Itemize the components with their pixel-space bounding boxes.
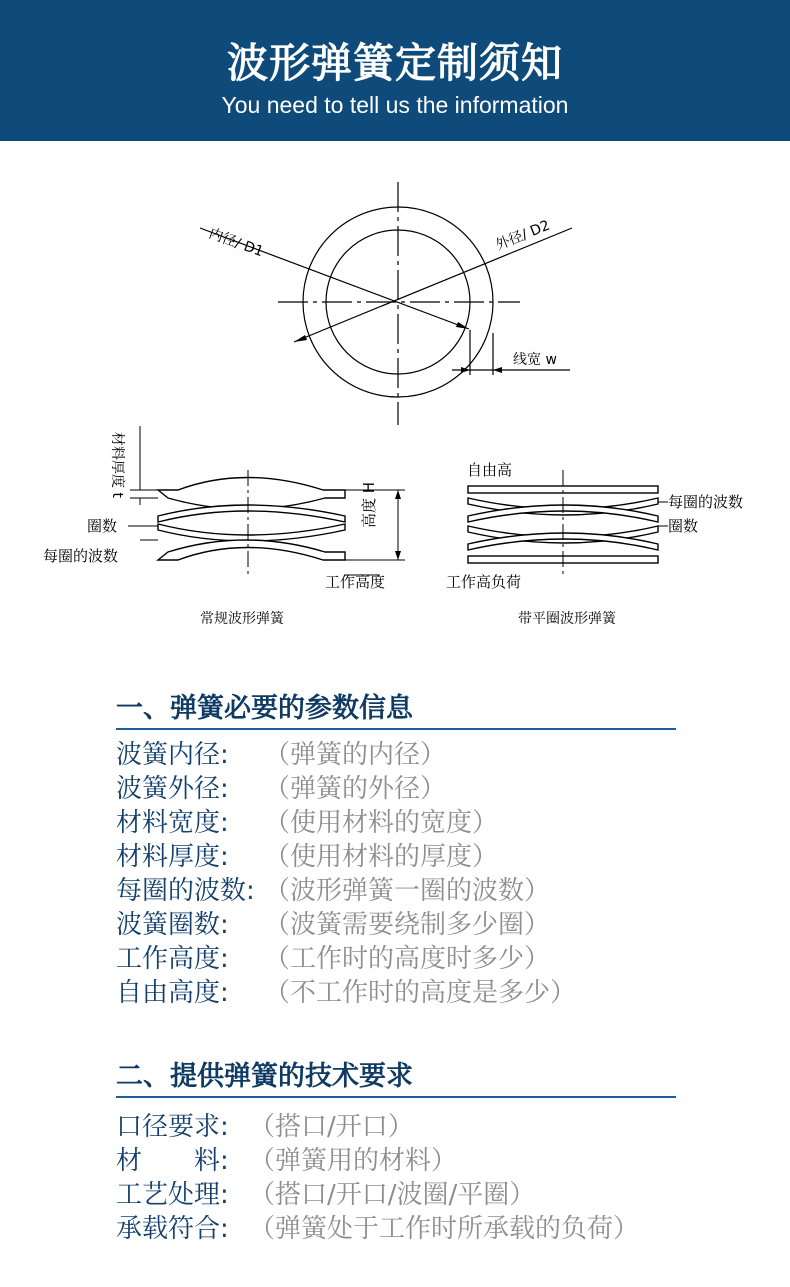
free-height-label: 自由高: [467, 461, 513, 479]
param-value: （波簧需要绕制多少圈）: [264, 910, 551, 940]
param-value: （工作时的高度时多少）: [264, 944, 551, 974]
param-label: 自由高度:: [116, 978, 229, 1008]
param-value: （波形弹簧一圈的波数）: [264, 876, 551, 906]
param-label: 每圈的波数:: [116, 876, 255, 906]
req-value: （弹簧处于工作时所承载的负荷）: [249, 1214, 640, 1244]
req-value: （搭口/开口）: [249, 1112, 414, 1142]
regular-waves-label: 每圈的波数: [43, 547, 119, 565]
flat-coils-label: 圈数: [668, 517, 699, 535]
param-label: 波簧内径:: [116, 740, 229, 770]
flat-waves-label: 每圈的波数: [668, 493, 744, 511]
spring-diagram: [0, 141, 790, 661]
param-label: 工作高度:: [116, 944, 229, 974]
param-label: 材料厚度:: [116, 842, 229, 872]
header-banner: [0, 0, 790, 141]
working-load-label: 工作高负荷: [446, 573, 522, 591]
thickness-label: 材料厚度 t: [109, 432, 125, 498]
param-value: （弹簧的内径）: [264, 740, 447, 770]
outer-diameter-label: 外径/ D2: [493, 217, 553, 254]
section2-title: 二、提供弹簧的技术要求: [116, 1061, 413, 1092]
page-title: 波形弹簧定制须知: [227, 39, 563, 87]
param-label: 波簧圈数:: [116, 910, 229, 940]
height-label: 高度 H: [360, 481, 378, 528]
req-label: 材 料:: [116, 1146, 229, 1176]
req-label: 工艺处理:: [116, 1180, 229, 1210]
inner-diameter-label: 内径/ D1: [206, 225, 266, 261]
param-label: 材料宽度:: [116, 808, 229, 838]
working-height-label: 工作高度: [325, 573, 386, 591]
req-value: （搭口/开口/波圈/平圈）: [249, 1180, 536, 1210]
regular-caption: 常规波形弹簧: [200, 611, 284, 627]
page-subtitle: You need to tell us the information: [221, 92, 569, 118]
section1-title: 一、弹簧必要的参数信息: [116, 693, 413, 724]
req-value: （弹簧用的材料）: [249, 1146, 458, 1176]
ring-top-view: [200, 182, 572, 425]
param-value: （使用材料的厚度）: [264, 842, 499, 872]
req-label: 口径要求:: [116, 1112, 229, 1142]
param-value: （弹簧的外径）: [264, 774, 447, 804]
req-label: 承载符合:: [116, 1214, 229, 1244]
section2-header: [116, 1054, 676, 1098]
regular-coils-label: 圈数: [87, 517, 118, 535]
param-value: （使用材料的宽度）: [264, 808, 499, 838]
param-value: （不工作时的高度是多少）: [264, 978, 577, 1008]
section1-header: [116, 686, 676, 730]
flat-caption: 带平圈波形弹簧: [518, 611, 616, 627]
wire-width-label: 线宽 w: [513, 352, 557, 368]
param-label: 波簧外径:: [116, 774, 229, 804]
regular-wave-spring: [158, 478, 345, 561]
